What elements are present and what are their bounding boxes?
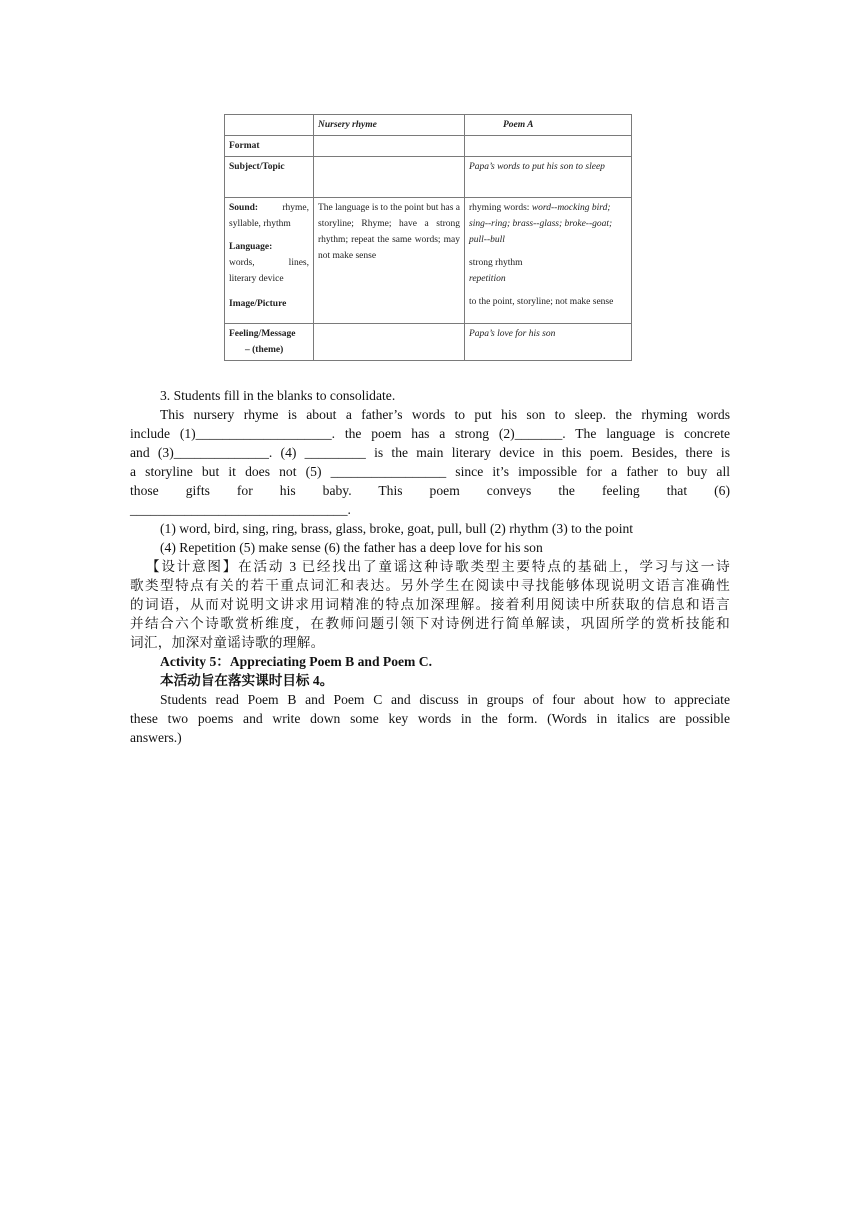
- answers-line-1: (1) word, bird, sing, ring, brass, glass, broke, goat, pull, bull (2) rhythm (3) to the point: [160, 521, 634, 536]
- comparison-table: [224, 114, 632, 361]
- label-language-line: words, lines,: [229, 258, 309, 268]
- header-cell-poem-a: [465, 115, 632, 136]
- answers-line-2: (4) Repetition (5) make sense (6) the father has a deep love for his son: [160, 540, 543, 555]
- feeling-label-1: Feeling/Message: [229, 329, 296, 339]
- design-intent-line-1: 【设计意图】在活动 3 已经找出了童谣这种诗歌类型主要特点的基础上，学习与这一诗: [146, 559, 730, 574]
- activity-5-line-1: Students read Poem B and Poem C and discuss in groups of four about how to appreciate: [160, 692, 730, 707]
- document-body: [130, 386, 730, 747]
- design-intent-line-3: 的词语，从而对说明文讲求用词精准的特点加深理解。接着利用阅读中所获取的信息和语言: [130, 597, 730, 612]
- label-sound-rest: rhyme,: [282, 203, 309, 213]
- row-label-format: Format: [225, 136, 314, 157]
- label-image-picture: Image/Picture: [229, 299, 287, 309]
- poem-a-rhythm: strong rhythm: [469, 258, 523, 268]
- design-intent-line-4: 并结合六个诗歌赏析维度，在教师问题引领下对诗例进行简单解读，巩固所学的赏析技能和: [130, 616, 730, 631]
- row-label-subject: Subject/Topic: [225, 157, 314, 198]
- cell-feeling-poem-a: Papa’s love for his son: [465, 324, 632, 361]
- activity-5-line-2: these two poems and write down some key words in the form. (Words in italics are possible: [130, 711, 730, 726]
- label-sound-line-2: syllable, rhythm: [229, 219, 291, 229]
- header-cell-nursery-rhyme: Nursery rhyme: [314, 115, 465, 136]
- fill-blank-line-3: and (3)______________. (4) _________ is the main literary device in this poem. Besides, there is: [130, 445, 730, 460]
- cell-format-poem-a: [465, 136, 632, 157]
- fill-blank-line-4: a storyline but it does not (5) _________________ since it’s impossible for a father to buy all: [130, 464, 730, 479]
- cell-subject-poem-a: Papa’s words to put his son to sleep: [465, 157, 632, 198]
- label-sound-bold: Sound:: [229, 203, 259, 213]
- cell-format-nursery: [314, 136, 465, 157]
- step-3-heading: 3. Students fill in the blanks to consolidate.: [160, 388, 396, 403]
- header-cell-empty: [225, 115, 314, 136]
- cell-feeling-nursery: [314, 324, 465, 361]
- design-intent-line-5: 词汇，加深对童谣诗歌的理解。: [130, 635, 325, 650]
- row-label-feeling: [225, 324, 314, 361]
- cell-sound-nursery: The language is to the point but has a storyline; Rhyme; have a strong rhythm; repeat the same words; may not make sense: [314, 198, 465, 324]
- table-header-row: [225, 115, 632, 136]
- poem-a-rhyming-words: [469, 200, 627, 248]
- activity-5-title: Activity 5：Appreciating Poem B and Poem C.: [160, 654, 432, 669]
- header-poem-a-label: Poem A: [503, 120, 534, 130]
- table-row-subject: [225, 157, 632, 198]
- design-intent-line-2: 歌类型特点有关的若干重点词汇和表达。另外学生在阅读中寻找能够体现说明文语言准确性: [130, 578, 730, 593]
- fill-blank-line-5: those gifts for his baby. This poem conveys the feeling that (6): [130, 483, 730, 498]
- fill-blank-line-6: ________________________________.: [130, 502, 351, 517]
- activity-5-goal: 本活动旨在落实课时目标 4。: [160, 673, 334, 688]
- cell-subject-nursery: [314, 157, 465, 198]
- label-language-line-2: literary device: [229, 274, 284, 284]
- poem-a-image: to the point, storyline; not make sense: [469, 297, 614, 307]
- label-sound-line: [229, 200, 309, 216]
- fill-blank-line-2: include (1)____________________. the poem has a strong (2)_______. The language is concrete: [130, 426, 730, 441]
- table-row-format: [225, 136, 632, 157]
- cell-sound-poem-a: [465, 198, 632, 324]
- label-language-bold: Language:: [229, 242, 273, 252]
- table-row-sound-language-image: [225, 198, 632, 324]
- fill-blank-line-1: This nursery rhyme is about a father’s words to put his son to sleep. the rhyming words: [160, 407, 730, 422]
- row-label-sound-language-image: [225, 198, 314, 324]
- activity-5-line-3: answers.): [130, 730, 182, 745]
- rhyming-prefix: rhyming words:: [469, 203, 532, 213]
- poem-a-repetition: repetition: [469, 274, 506, 284]
- feeling-label-2: – (theme): [245, 345, 284, 355]
- rhyming-words-list: word--mocking bird; sing--ring; brass--glass; broke--goat; pull--bull: [469, 203, 613, 245]
- table-row-feeling: [225, 324, 632, 361]
